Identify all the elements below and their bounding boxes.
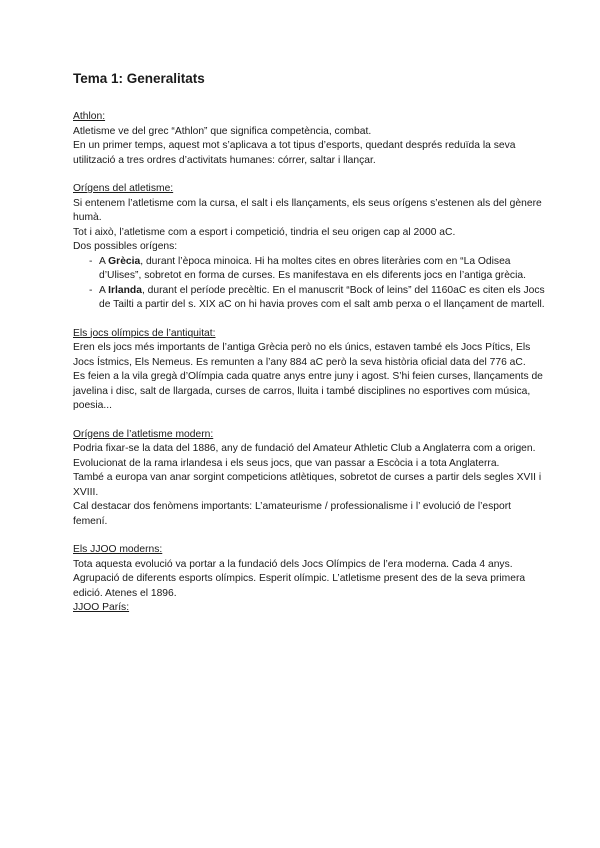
subsection-title-jjoo-paris: JJOO París: (73, 602, 130, 613)
section-atletisme-modern (73, 428, 546, 530)
paragraph: Podria fixar-se la data del 1886, any de fundació del Amateur Athletic Club a Anglaterra com a origen. Evolucionat de la rama irlandesa i els seus jocs, que van passar a Escòcia i a tota Anglaterra. (73, 443, 536, 469)
section-title-origens: Orígens del atletisme: (73, 183, 174, 194)
paragraph: En un primer temps, aquest mot s’aplicava a tot tipus d’esports, quedant després reduïda la seva utilització a tres ordres d’activitats humanes: córrer, saltar i llançar. (73, 140, 516, 166)
section-jjoo-moderns (73, 543, 546, 616)
paragraph: Es feien a la vila gregà d’Olímpia cada quatre anys entre juny i agost. S’hi feien curses, llançaments de javelina i disc, salt de llargada, curses de carros, lluita i també disciplines no esportives com música, poesia... (73, 371, 543, 411)
bold-term: Irlanda (108, 284, 142, 296)
list-item: - A Irlanda, durant el període precèltic. En el manuscrit “Bock of leins” del 1160aC es citen els Jocs de Tailti a partir del s. XIX aC on hi havia proves com el salt amb perxa o el llançament de martell. (89, 284, 545, 310)
page-title: Tema 1: Generalitats (73, 71, 205, 86)
section-title-jocs-antiguitat: Els jocs olímpics de l’antiquitat: (73, 327, 216, 339)
section-jocs-antiguitat (73, 327, 546, 414)
paragraph: Tot i això, l’atletisme com a esport i competició, tindria el seu origen cap al 2000 aC. (73, 226, 456, 238)
list-item: - A Grècia, durant l’època minoica. Hi ha moltes cites en obres literàries com en “La Odisea d’Ulises”, sobretot en forma de curses. Es manifestava en els diferents jocs en l’antiga grècia. (89, 255, 526, 281)
section-title-atletisme-modern: Orígens de l’atletisme modern: (73, 428, 214, 440)
paragraph: Eren els jocs més importants de l’antiga Grècia però no els únics, estaven també els Jocs Pítics, Els Jocs Ístmics, Els Nemeus. Es remunten a l’any 884 aC però la seva història oficial data del 776 aC. (73, 342, 531, 368)
dash-bullet: - (89, 255, 93, 267)
origins-list (73, 255, 546, 313)
section-origens (73, 182, 546, 313)
paragraph: Si entenem l’atletisme com la cursa, el salt i els llançaments, els seus orígens s’estenen als del gènere humà. (73, 197, 542, 223)
bold-term: Grècia (108, 255, 141, 267)
paragraph: També a europa van anar sorgint competicions atlètiques, sobretot de curses a partir dels segles XVII i XVIII. (73, 472, 542, 498)
section-title-jjoo-moderns: Els JJOO moderns: (73, 544, 163, 555)
section-athlon (73, 110, 546, 168)
paragraph: Dos possibles orígens: (73, 241, 178, 252)
paragraph: Tota aquesta evolució va portar a la fundació dels Jocs Olímpics de l’era moderna. Cada 4 anys. Agrupació de diferents esports olímpics. Esperit olímpic. L’atletisme present des de la seva primera edició. Atenes el 1896. (73, 558, 526, 599)
dash-bullet: - (89, 284, 93, 296)
section-title-athlon: Athlon: (73, 111, 106, 122)
paragraph: Cal destacar dos fenòmens importants: L’amateurisme / professionalisme i l’ evolució de l’esport femení. (73, 501, 512, 527)
paragraph: Atletisme ve del grec “Athlon” que significa competència, combat. (73, 125, 372, 137)
